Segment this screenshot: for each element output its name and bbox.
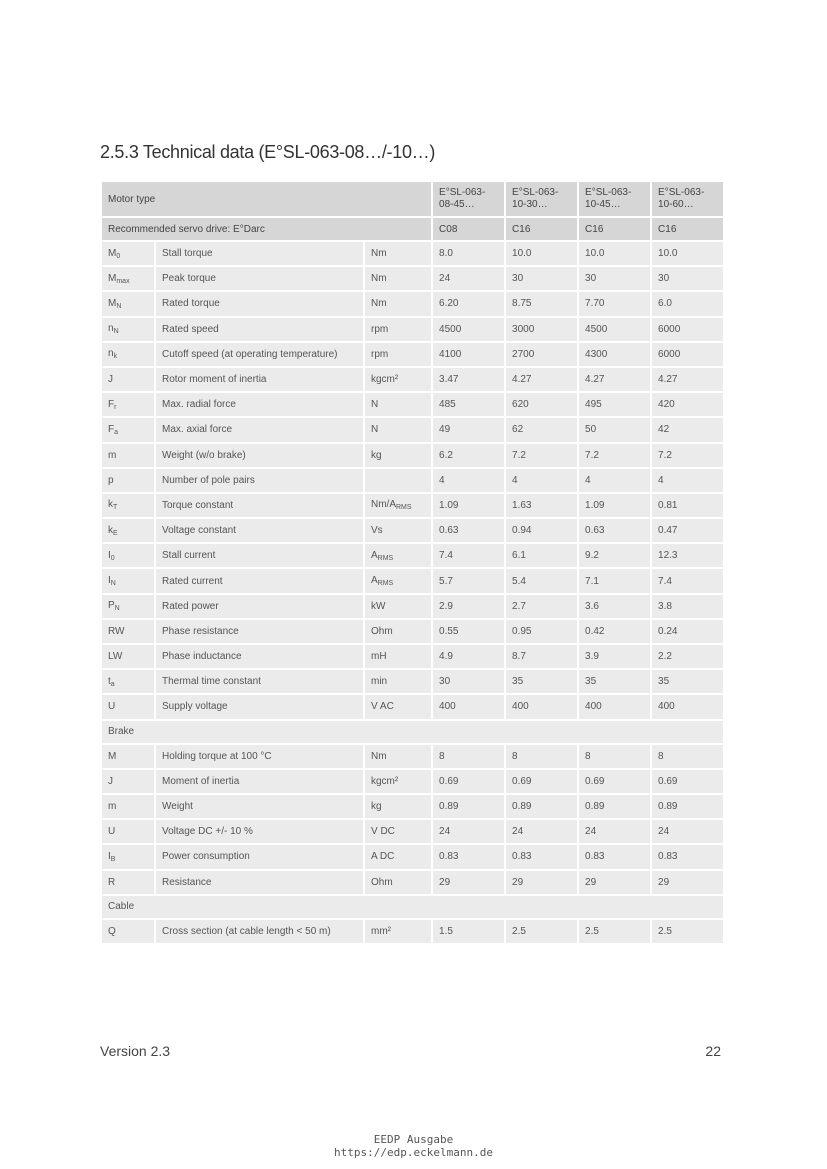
- row-description: Supply voltage: [155, 694, 364, 719]
- row-value: 0.81: [651, 493, 724, 518]
- row-description: Holding torque at 100 °C: [155, 744, 364, 769]
- servo-drive-value: C16: [578, 217, 651, 241]
- row-value: 8.75: [505, 291, 578, 316]
- row-description: Voltage constant: [155, 518, 364, 543]
- row-unit: [364, 468, 432, 493]
- row-value: 7.70: [578, 291, 651, 316]
- row-symbol: [101, 493, 155, 518]
- symbol-subscript: r: [114, 403, 117, 411]
- row-unit: [364, 844, 432, 869]
- row-symbol: [101, 241, 155, 266]
- row-value: 9.2: [578, 543, 651, 568]
- unit-main: V AC: [371, 701, 394, 713]
- row-value: 4: [505, 468, 578, 493]
- row-value: 12.3: [651, 543, 724, 568]
- row-value: 30: [505, 266, 578, 291]
- symbol-main: m: [108, 449, 117, 461]
- row-value: 3.47: [432, 367, 505, 392]
- row-unit: [364, 594, 432, 619]
- row-value: 29: [651, 870, 724, 895]
- row-description: Rated torque: [155, 291, 364, 316]
- symbol-subscript: N: [113, 328, 119, 336]
- table-row: [101, 342, 724, 367]
- unit-main: mH: [371, 651, 387, 663]
- row-symbol: [101, 594, 155, 619]
- model-header: E°SL-063-10-30…: [505, 181, 578, 217]
- row-value: 0.83: [578, 844, 651, 869]
- row-symbol: [101, 342, 155, 367]
- symbol-subscript: 0: [110, 554, 115, 562]
- table-row: [101, 443, 724, 468]
- row-value: 4100: [432, 342, 505, 367]
- unit-main: mm²: [371, 925, 391, 937]
- row-value: 5.4: [505, 568, 578, 593]
- model-header: E°SL-063-10-60…: [651, 181, 724, 217]
- row-value: 0.63: [432, 518, 505, 543]
- table-row: [101, 266, 724, 291]
- row-value: 10.0: [651, 241, 724, 266]
- table-row: [101, 619, 724, 644]
- unit-main: Nm: [371, 273, 387, 285]
- row-value: 4500: [432, 317, 505, 342]
- row-unit: [364, 870, 432, 895]
- row-value: 495: [578, 392, 651, 417]
- row-description: Rotor moment of inertia: [155, 367, 364, 392]
- symbol-subscript: E: [113, 529, 118, 537]
- row-description: Weight: [155, 794, 364, 819]
- table-row: [101, 594, 724, 619]
- row-unit: [364, 443, 432, 468]
- symbol-main: M: [108, 750, 117, 762]
- row-value: 24: [578, 819, 651, 844]
- unit-main: Nm: [371, 298, 387, 310]
- row-value: 1.09: [432, 493, 505, 518]
- symbol-main: F: [108, 423, 115, 435]
- table-row: [101, 769, 724, 794]
- row-value: 4.27: [505, 367, 578, 392]
- table-row: [101, 644, 724, 669]
- table-row: [101, 367, 724, 392]
- table-row: [101, 291, 724, 316]
- row-value: 24: [505, 819, 578, 844]
- row-symbol: [101, 919, 155, 944]
- row-value: 0.89: [432, 794, 505, 819]
- table-row: [101, 317, 724, 342]
- table-row: [101, 417, 724, 442]
- symbol-subscript: N: [116, 302, 122, 310]
- symbol-subscript: 0: [116, 252, 121, 260]
- row-unit: [364, 392, 432, 417]
- row-value: 50: [578, 417, 651, 442]
- symbol-main: M: [108, 297, 117, 309]
- row-value: 0.55: [432, 619, 505, 644]
- row-description: Torque constant: [155, 493, 364, 518]
- unit-main: kW: [371, 600, 386, 612]
- unit-main: A DC: [371, 851, 395, 863]
- row-symbol: [101, 844, 155, 869]
- row-value: 2700: [505, 342, 578, 367]
- symbol-main: k: [108, 499, 113, 511]
- row-description: Phase inductance: [155, 644, 364, 669]
- header-row-servo-drive: [101, 217, 724, 241]
- symbol-main: U: [108, 826, 116, 838]
- motor-type-label: Motor type: [101, 181, 432, 217]
- row-value: 1.63: [505, 493, 578, 518]
- model-header: E°SL-063-08-45…: [432, 181, 505, 217]
- table-row: [101, 819, 724, 844]
- row-description: Stall torque: [155, 241, 364, 266]
- symbol-main: M: [108, 272, 117, 284]
- row-description: Stall current: [155, 543, 364, 568]
- unit-main: Nm: [371, 750, 387, 762]
- row-value: 42: [651, 417, 724, 442]
- row-value: 7.4: [432, 543, 505, 568]
- row-unit: [364, 694, 432, 719]
- row-value: 2.2: [651, 644, 724, 669]
- table-row: [101, 744, 724, 769]
- row-symbol: [101, 870, 155, 895]
- row-value: 24: [651, 819, 724, 844]
- row-description: Rated speed: [155, 317, 364, 342]
- symbol-main: RW: [108, 625, 125, 637]
- table-row: [101, 919, 724, 944]
- symbol-main: I: [108, 575, 111, 587]
- row-value: 30: [578, 266, 651, 291]
- symbol-main: LW: [108, 651, 123, 663]
- row-value: 5.7: [432, 568, 505, 593]
- symbol-subscript: a: [110, 680, 115, 688]
- row-value: 0.24: [651, 619, 724, 644]
- row-value: 8: [651, 744, 724, 769]
- unit-main: rpm: [371, 348, 389, 360]
- unit-main: min: [371, 676, 388, 688]
- unit-main: rpm: [371, 323, 389, 335]
- row-description: Moment of inertia: [155, 769, 364, 794]
- row-value: 0.69: [432, 769, 505, 794]
- row-symbol: [101, 266, 155, 291]
- cable-section-label: Cable: [101, 895, 724, 919]
- row-value: 8.7: [505, 644, 578, 669]
- row-value: 8: [505, 744, 578, 769]
- table-row: [101, 870, 724, 895]
- row-value: 0.89: [578, 794, 651, 819]
- row-value: 485: [432, 392, 505, 417]
- table-row: [101, 543, 724, 568]
- row-symbol: [101, 291, 155, 316]
- row-symbol: [101, 694, 155, 719]
- unit-subscript: RMS: [377, 580, 394, 588]
- row-unit: [364, 644, 432, 669]
- row-symbol: [101, 468, 155, 493]
- row-value: 49: [432, 417, 505, 442]
- row-symbol: [101, 417, 155, 442]
- row-symbol: [101, 769, 155, 794]
- symbol-main: t: [108, 675, 111, 687]
- row-symbol: [101, 568, 155, 593]
- row-value: 620: [505, 392, 578, 417]
- table-row: [101, 468, 724, 493]
- row-value: 4: [651, 468, 724, 493]
- row-value: 7.2: [578, 443, 651, 468]
- row-value: 4: [432, 468, 505, 493]
- unit-main: Ohm: [371, 876, 393, 888]
- row-value: 35: [651, 669, 724, 694]
- row-value: 0.69: [651, 769, 724, 794]
- row-unit: [364, 266, 432, 291]
- row-value: 0.63: [578, 518, 651, 543]
- symbol-main: J: [108, 775, 113, 787]
- row-value: 6.20: [432, 291, 505, 316]
- row-description: Rated current: [155, 568, 364, 593]
- row-value: 0.83: [505, 844, 578, 869]
- symbol-main: M: [108, 247, 117, 259]
- unit-main: kg: [371, 449, 382, 461]
- row-value: 2.5: [651, 919, 724, 944]
- row-unit: [364, 493, 432, 518]
- row-description: Power consumption: [155, 844, 364, 869]
- row-symbol: [101, 619, 155, 644]
- row-description: Number of pole pairs: [155, 468, 364, 493]
- row-unit: [364, 919, 432, 944]
- row-description: Peak torque: [155, 266, 364, 291]
- symbol-main: U: [108, 701, 116, 713]
- row-value: 10.0: [578, 241, 651, 266]
- row-value: 0.83: [651, 844, 724, 869]
- row-symbol: [101, 644, 155, 669]
- row-value: 7.2: [651, 443, 724, 468]
- row-unit: [364, 518, 432, 543]
- symbol-main: n: [108, 348, 114, 360]
- unit-main: kg: [371, 801, 382, 813]
- unit-main: V DC: [371, 826, 395, 838]
- source-title: EEDP Ausgabe: [373, 1133, 454, 1146]
- unit-main: kgcm²: [371, 374, 399, 386]
- table-row: [101, 568, 724, 593]
- row-symbol: [101, 543, 155, 568]
- row-symbol: [101, 392, 155, 417]
- row-value: 3000: [505, 317, 578, 342]
- row-value: 0.69: [505, 769, 578, 794]
- symbol-subscript: a: [114, 428, 119, 436]
- row-value: 3.8: [651, 594, 724, 619]
- row-unit: [364, 291, 432, 316]
- row-value: 2.5: [505, 919, 578, 944]
- page-title: 2.5.3 Technical data (E°SL-063-08…/-10…): [100, 142, 436, 162]
- row-value: 2.5: [578, 919, 651, 944]
- row-value: 4.27: [578, 367, 651, 392]
- symbol-main: J: [108, 374, 113, 386]
- row-value: 29: [578, 870, 651, 895]
- row-description: Max. axial force: [155, 417, 364, 442]
- technical-data-table: [100, 180, 725, 945]
- row-value: 1.09: [578, 493, 651, 518]
- row-value: 10.0: [505, 241, 578, 266]
- row-value: 1.5: [432, 919, 505, 944]
- row-symbol: [101, 367, 155, 392]
- symbol-subscript: max: [116, 277, 130, 285]
- table-row: [101, 694, 724, 719]
- row-value: 400: [432, 694, 505, 719]
- row-value: 6.0: [651, 291, 724, 316]
- symbol-main: R: [108, 876, 116, 888]
- row-unit: [364, 794, 432, 819]
- row-symbol: [101, 794, 155, 819]
- version-label: Version 2.3: [100, 1043, 171, 1059]
- row-value: 4.27: [651, 367, 724, 392]
- row-description: Cross section (at cable length < 50 m): [155, 919, 364, 944]
- row-unit: [364, 342, 432, 367]
- row-symbol: [101, 317, 155, 342]
- table-row: [101, 518, 724, 543]
- row-value: 0.83: [432, 844, 505, 869]
- row-value: 3.6: [578, 594, 651, 619]
- row-unit: [364, 241, 432, 266]
- unit-main: A: [371, 549, 378, 561]
- row-value: 0.94: [505, 518, 578, 543]
- row-value: 8: [432, 744, 505, 769]
- table-row: [101, 241, 724, 266]
- symbol-main: F: [108, 398, 115, 410]
- symbol-subscript: k: [113, 353, 118, 361]
- row-value: 6.2: [432, 443, 505, 468]
- row-value: 400: [651, 694, 724, 719]
- row-symbol: [101, 443, 155, 468]
- unit-subscript: RMS: [396, 504, 412, 512]
- symbol-main: m: [108, 801, 117, 813]
- unit-main: Vs: [371, 525, 383, 537]
- page-number: 22: [705, 1043, 721, 1059]
- symbol-main: I: [108, 549, 111, 561]
- row-value: 3.9: [578, 644, 651, 669]
- row-value: 7.4: [651, 568, 724, 593]
- row-value: 420: [651, 392, 724, 417]
- row-description: Thermal time constant: [155, 669, 364, 694]
- unit-subscript: RMS: [377, 554, 394, 562]
- row-unit: [364, 543, 432, 568]
- row-value: 7.1: [578, 568, 651, 593]
- row-value: 0.47: [651, 518, 724, 543]
- brake-section-label: Brake: [101, 720, 724, 744]
- row-value: 35: [505, 669, 578, 694]
- servo-drive-value: C16: [505, 217, 578, 241]
- row-unit: [364, 769, 432, 794]
- row-description: Max. radial force: [155, 392, 364, 417]
- row-unit: [364, 669, 432, 694]
- symbol-subscript: N: [110, 580, 116, 588]
- row-value: 0.69: [578, 769, 651, 794]
- row-value: 0.89: [651, 794, 724, 819]
- row-value: 4.9: [432, 644, 505, 669]
- row-value: 24: [432, 266, 505, 291]
- row-value: 2.7: [505, 594, 578, 619]
- unit-main: Nm: [371, 248, 387, 260]
- symbol-subscript: T: [113, 504, 118, 512]
- row-symbol: [101, 819, 155, 844]
- row-unit: [364, 317, 432, 342]
- symbol-subscript: N: [114, 605, 120, 613]
- row-symbol: [101, 744, 155, 769]
- unit-main: Nm/A: [371, 499, 396, 511]
- row-value: 4300: [578, 342, 651, 367]
- row-unit: [364, 619, 432, 644]
- servo-drive-value: C08: [432, 217, 505, 241]
- row-value: 7.2: [505, 443, 578, 468]
- row-value: 35: [578, 669, 651, 694]
- symbol-main: P: [108, 600, 115, 612]
- row-value: 30: [651, 266, 724, 291]
- row-value: 6000: [651, 342, 724, 367]
- row-value: 4: [578, 468, 651, 493]
- row-value: 30: [432, 669, 505, 694]
- unit-main: N: [371, 424, 379, 436]
- source-footer: [0, 1133, 827, 1159]
- servo-drive-label: Recommended servo drive: E°Darc: [101, 217, 432, 241]
- table-row: [101, 844, 724, 869]
- unit-main: kgcm²: [371, 775, 399, 787]
- row-description: Phase resistance: [155, 619, 364, 644]
- header-row-motor-type: [101, 181, 724, 217]
- row-value: 400: [505, 694, 578, 719]
- source-url: https://edp.eckelmann.de: [334, 1146, 493, 1159]
- unit-main: A: [371, 575, 378, 587]
- table-row: [101, 493, 724, 518]
- symbol-main: Q: [108, 925, 116, 937]
- brake-section-row: [101, 720, 724, 744]
- row-value: 24: [432, 819, 505, 844]
- row-value: 29: [505, 870, 578, 895]
- row-unit: [364, 417, 432, 442]
- symbol-main: n: [108, 323, 114, 335]
- cable-section-row: [101, 895, 724, 919]
- row-symbol: [101, 518, 155, 543]
- unit-main: N: [371, 399, 379, 411]
- row-symbol: [101, 669, 155, 694]
- symbol-main: I: [108, 850, 111, 862]
- row-unit: [364, 744, 432, 769]
- row-value: 4500: [578, 317, 651, 342]
- row-value: 2.9: [432, 594, 505, 619]
- model-header: E°SL-063-10-45…: [578, 181, 651, 217]
- row-unit: [364, 819, 432, 844]
- row-description: Cutoff speed (at operating temperature): [155, 342, 364, 367]
- row-value: 62: [505, 417, 578, 442]
- symbol-main: p: [108, 474, 114, 486]
- row-description: Rated power: [155, 594, 364, 619]
- row-value: 8: [578, 744, 651, 769]
- row-description: Voltage DC +/- 10 %: [155, 819, 364, 844]
- row-value: 29: [432, 870, 505, 895]
- table-row: [101, 794, 724, 819]
- row-description: Weight (w/o brake): [155, 443, 364, 468]
- row-value: 8.0: [432, 241, 505, 266]
- row-unit: [364, 367, 432, 392]
- symbol-main: k: [108, 524, 113, 536]
- row-unit: [364, 568, 432, 593]
- unit-main: Ohm: [371, 625, 393, 637]
- symbol-subscript: B: [110, 855, 116, 863]
- row-value: 400: [578, 694, 651, 719]
- row-value: 0.89: [505, 794, 578, 819]
- row-value: 0.95: [505, 619, 578, 644]
- servo-drive-value: C16: [651, 217, 724, 241]
- table-row: [101, 669, 724, 694]
- row-value: 6.1: [505, 543, 578, 568]
- table-row: [101, 392, 724, 417]
- row-value: 6000: [651, 317, 724, 342]
- row-value: 0.42: [578, 619, 651, 644]
- row-description: Resistance: [155, 870, 364, 895]
